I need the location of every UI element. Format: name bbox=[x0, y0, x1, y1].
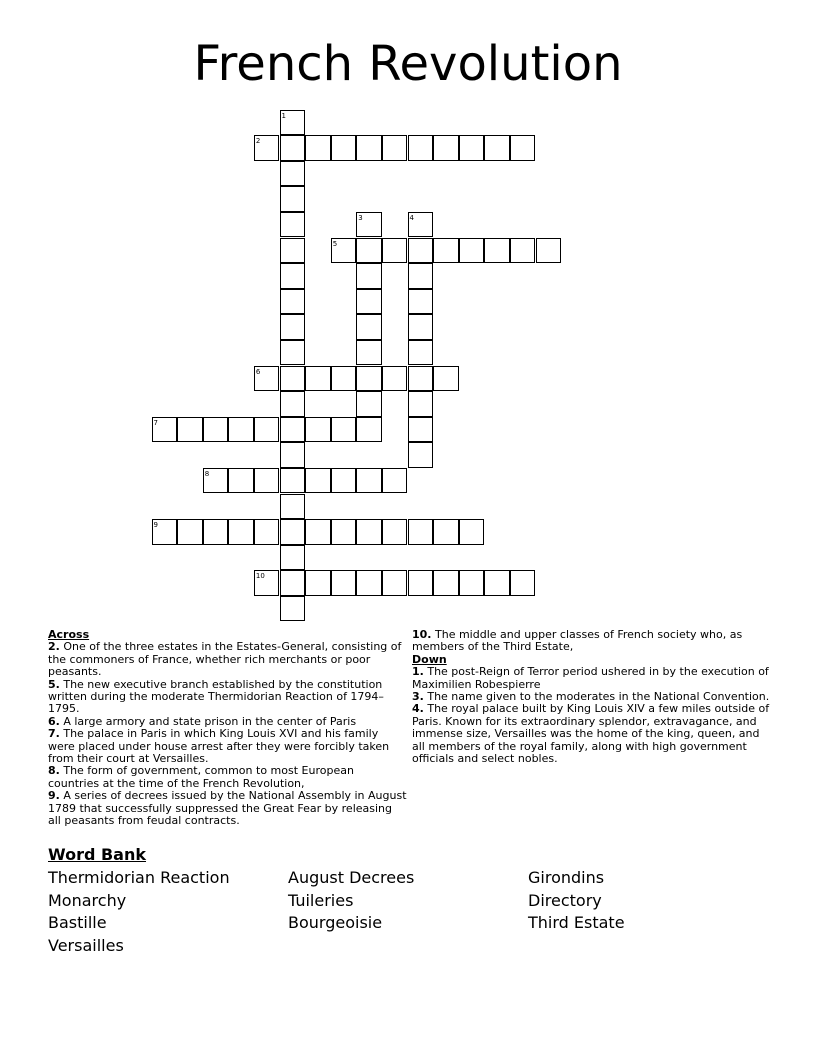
word-bank-item: Versailles bbox=[48, 936, 124, 955]
grid-cell[interactable] bbox=[280, 468, 306, 494]
grid-cell[interactable] bbox=[280, 570, 306, 596]
grid-cell[interactable] bbox=[484, 238, 510, 264]
grid-cell[interactable] bbox=[408, 391, 434, 417]
grid-cell[interactable] bbox=[356, 417, 382, 443]
grid-cell[interactable] bbox=[408, 263, 434, 289]
word-bank-item: Thermidorian Reaction bbox=[48, 868, 230, 887]
grid-cell[interactable] bbox=[305, 366, 331, 392]
grid-cell[interactable] bbox=[382, 238, 408, 264]
grid-cell[interactable] bbox=[177, 519, 203, 545]
cell-number: 1 bbox=[281, 111, 286, 120]
grid-cell[interactable] bbox=[254, 468, 280, 494]
clue-number: 6. bbox=[48, 714, 60, 728]
grid-cell[interactable] bbox=[382, 468, 408, 494]
grid-cell[interactable] bbox=[459, 570, 485, 596]
grid-cell[interactable] bbox=[203, 417, 229, 443]
grid-cell[interactable] bbox=[433, 366, 459, 392]
clue-number: 3. bbox=[412, 690, 424, 704]
word-bank-item: Directory bbox=[528, 891, 602, 910]
grid-cell[interactable] bbox=[408, 570, 434, 596]
grid-cell[interactable] bbox=[331, 570, 357, 596]
clue-across-8 bbox=[48, 765, 408, 790]
cell-number: 8 bbox=[204, 469, 210, 478]
clue-text: The middle and upper classes of French society who, as members of the Third Estate, bbox=[412, 628, 743, 654]
clue-text: One of the three estates in the Estates-General, consisting of the commoners of France, whether rich merchants or poor peasants. bbox=[48, 640, 402, 679]
grid-cell[interactable] bbox=[228, 417, 254, 443]
clue-text: The palace in Paris in which King Louis XVI and his family were placed under house arrest after they were forcibly taken from their court at Versailles. bbox=[48, 727, 390, 766]
clue-down-1 bbox=[412, 666, 772, 691]
grid-cell[interactable] bbox=[280, 417, 306, 443]
grid-cell[interactable] bbox=[408, 417, 434, 443]
grid-cell[interactable] bbox=[356, 519, 382, 545]
grid-cell[interactable] bbox=[356, 135, 382, 161]
cell-number: 4 bbox=[409, 213, 414, 222]
cell-number: 10 bbox=[255, 572, 265, 581]
clue-across-9 bbox=[48, 790, 408, 827]
grid-cell[interactable] bbox=[433, 570, 459, 596]
grid-cell[interactable] bbox=[305, 519, 331, 545]
grid-cell[interactable] bbox=[408, 442, 434, 468]
word-bank-item: Third Estate bbox=[528, 913, 625, 932]
clue-number: 7. bbox=[48, 727, 60, 741]
cell-number: 7 bbox=[153, 418, 158, 427]
grid-cell[interactable] bbox=[280, 314, 306, 340]
down-heading: Down bbox=[412, 652, 447, 666]
cell-number: 9 bbox=[153, 521, 158, 530]
grid-cell[interactable] bbox=[305, 570, 331, 596]
grid-cell[interactable] bbox=[228, 519, 254, 545]
grid-cell[interactable] bbox=[356, 468, 382, 494]
clue-across-7 bbox=[48, 728, 408, 765]
clue-text: A series of decrees issued by the National Assembly in August 1789 that successfully suppressed the Great Fear by releasing all peasants from feudal contracts. bbox=[48, 789, 407, 828]
grid-cell[interactable] bbox=[203, 519, 229, 545]
grid-cell[interactable] bbox=[484, 570, 510, 596]
cell-number: 2 bbox=[255, 137, 261, 146]
grid-cell[interactable] bbox=[382, 135, 408, 161]
clue-number: 5. bbox=[48, 677, 60, 691]
grid-cell[interactable] bbox=[356, 289, 382, 315]
grid-cell[interactable] bbox=[433, 135, 459, 161]
grid-cell[interactable] bbox=[280, 391, 306, 417]
cell-number: 6 bbox=[255, 367, 261, 376]
grid-cell[interactable] bbox=[331, 135, 357, 161]
cell-number: 5 bbox=[332, 239, 338, 248]
grid-cell[interactable] bbox=[280, 186, 306, 212]
word-bank-item: Tuileries bbox=[288, 891, 354, 910]
puzzle-title: French Revolution bbox=[193, 36, 623, 92]
grid-cell[interactable] bbox=[305, 468, 331, 494]
clues-left-column bbox=[48, 629, 408, 828]
clues-right-column bbox=[412, 629, 772, 765]
grid-cell[interactable] bbox=[331, 468, 357, 494]
grid-cell[interactable] bbox=[510, 570, 536, 596]
grid-cell[interactable] bbox=[510, 238, 536, 264]
grid-cell[interactable] bbox=[408, 289, 434, 315]
grid-cell[interactable] bbox=[433, 519, 459, 545]
clue-across-2 bbox=[48, 641, 408, 678]
grid-cell[interactable] bbox=[228, 468, 254, 494]
grid-cell[interactable] bbox=[280, 289, 306, 315]
grid-cell[interactable] bbox=[408, 340, 434, 366]
grid-cell[interactable] bbox=[356, 391, 382, 417]
clue-number: 10. bbox=[412, 628, 432, 641]
clue-text: A large armory and state prison in the center of Paris bbox=[63, 714, 357, 728]
clue-text: The new executive branch established by the constitution written during the moderate Thermidorian Reaction of 1794–1795. bbox=[48, 677, 384, 716]
word-bank-item: Bastille bbox=[48, 913, 107, 932]
grid-cell[interactable] bbox=[280, 340, 306, 366]
word-bank-item: August Decrees bbox=[288, 868, 415, 887]
grid-cell[interactable] bbox=[305, 417, 331, 443]
grid-cell[interactable] bbox=[356, 263, 382, 289]
word-bank-title: Word Bank bbox=[48, 845, 147, 864]
grid-cell[interactable] bbox=[382, 366, 408, 392]
clue-down-4 bbox=[412, 703, 772, 765]
grid-cell[interactable] bbox=[510, 135, 536, 161]
clue-across-5 bbox=[48, 679, 408, 716]
grid-cell[interactable] bbox=[356, 570, 382, 596]
clue-text: The form of government, common to most European countries at the time of the French Revolution, bbox=[48, 764, 354, 790]
across-heading: Across bbox=[48, 628, 90, 641]
grid-cell[interactable] bbox=[356, 366, 382, 392]
clue-number: 2. bbox=[48, 640, 60, 654]
grid-cell[interactable] bbox=[356, 340, 382, 366]
clue-text: The royal palace built by King Louis XIV a few miles outside of Paris. Known for its extraordinary splendor, extravagance, and immense size, Versailles was the home of the king, queen, and all members of the royal family, along with high government officials and select nobles. bbox=[412, 702, 770, 766]
clue-number: 1. bbox=[412, 665, 424, 679]
grid-cell[interactable] bbox=[280, 519, 306, 545]
grid-cell[interactable] bbox=[459, 519, 485, 545]
clue-text: The post-Reign of Terror period ushered in by the execution of Maximilien Robespierre bbox=[412, 665, 769, 691]
clue-number: 9. bbox=[48, 789, 60, 803]
grid-cell[interactable] bbox=[382, 519, 408, 545]
grid-cell[interactable] bbox=[280, 238, 306, 264]
grid-cell[interactable] bbox=[280, 366, 306, 392]
word-bank-item: Girondins bbox=[528, 868, 605, 887]
grid-cell[interactable] bbox=[536, 238, 562, 264]
grid-cell[interactable] bbox=[408, 314, 434, 340]
grid-cell[interactable] bbox=[254, 519, 280, 545]
grid-cell[interactable] bbox=[254, 417, 280, 443]
clue-number: 8. bbox=[48, 764, 60, 778]
grid-cell[interactable] bbox=[280, 161, 306, 187]
grid-cell[interactable] bbox=[433, 238, 459, 264]
word-bank-item: Monarchy bbox=[48, 891, 127, 910]
clue-number: 4. bbox=[412, 702, 424, 716]
grid-cell[interactable] bbox=[177, 417, 203, 443]
clue-text: The name given to the moderates in the National Convention. bbox=[427, 690, 770, 704]
grid-cell[interactable] bbox=[459, 238, 485, 264]
grid-cell[interactable] bbox=[280, 596, 306, 622]
grid-cell[interactable] bbox=[484, 135, 510, 161]
grid-cell[interactable] bbox=[280, 212, 306, 238]
grid-cell[interactable] bbox=[408, 135, 434, 161]
grid-cell[interactable] bbox=[305, 135, 331, 161]
grid-cell[interactable] bbox=[408, 366, 434, 392]
grid-cell[interactable] bbox=[356, 238, 382, 264]
clue-across-10 bbox=[412, 629, 772, 654]
word-bank-item: Bourgeoisie bbox=[288, 913, 383, 932]
grid-cell[interactable] bbox=[408, 519, 434, 545]
grid-cell[interactable] bbox=[331, 417, 357, 443]
grid-cell[interactable] bbox=[382, 570, 408, 596]
grid-cell[interactable] bbox=[356, 314, 382, 340]
grid-cell[interactable] bbox=[280, 135, 306, 161]
grid-cell[interactable] bbox=[280, 263, 306, 289]
grid-cell[interactable] bbox=[331, 519, 357, 545]
grid-cell[interactable] bbox=[280, 494, 306, 520]
grid-cell[interactable] bbox=[280, 442, 306, 468]
grid-cell[interactable] bbox=[408, 238, 434, 264]
grid-cell[interactable] bbox=[459, 135, 485, 161]
grid-cell[interactable] bbox=[280, 545, 306, 571]
cell-number: 3 bbox=[358, 213, 363, 222]
grid-cell[interactable] bbox=[331, 366, 357, 392]
